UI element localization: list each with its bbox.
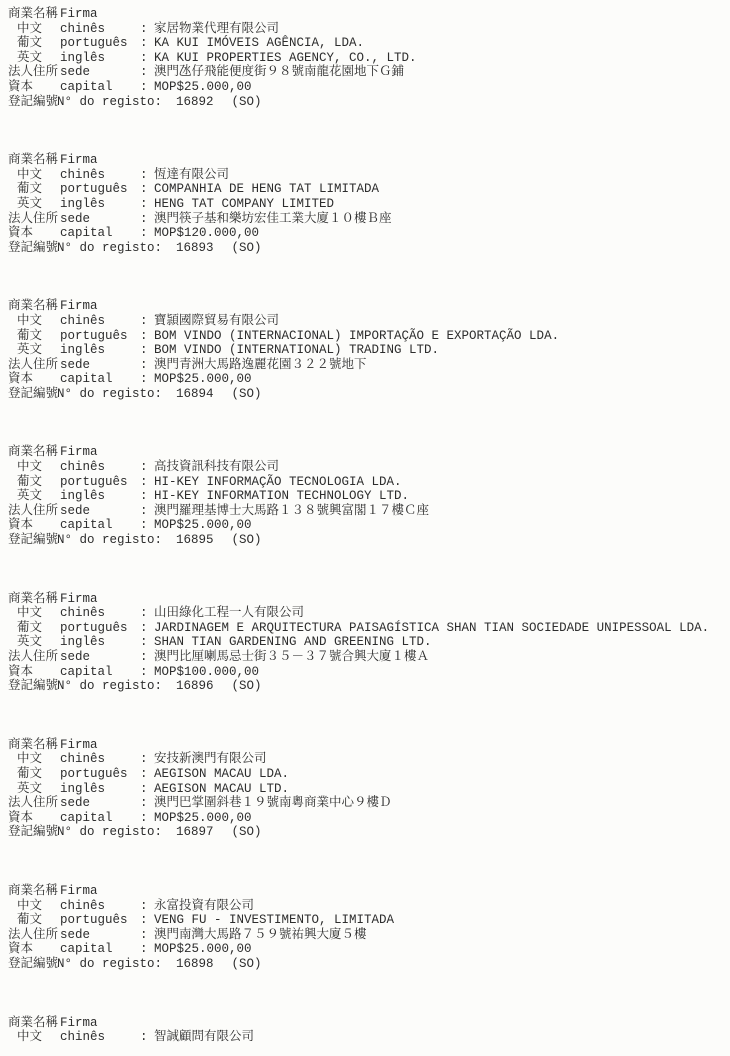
registry-entry xyxy=(8,592,730,694)
firm-label-pt: Firma xyxy=(60,7,98,21)
portuguese-name-row xyxy=(8,329,730,344)
registry-number-value: 16898 xyxy=(176,956,214,971)
registry-suffix-value: (SO) xyxy=(231,956,262,971)
registry-label-pt: N° do registo: xyxy=(57,679,163,694)
address-row xyxy=(8,212,730,227)
registry-row xyxy=(8,387,730,402)
firm-label-zh: 商業名稱 xyxy=(8,153,59,168)
address-value: 澳門比厘喇馬忌士街３５－３７號合興大廈１樓Ａ xyxy=(154,650,430,664)
english-label-zh: 英文 xyxy=(17,196,43,211)
portuguese-label-pt: português xyxy=(60,182,128,197)
colon-separator: : xyxy=(140,606,148,621)
portuguese-name-value: KA KUI IMÓVEIS AGÊNCIA, LDA. xyxy=(154,36,365,51)
firm-header-row xyxy=(8,592,730,607)
colon-separator: : xyxy=(140,781,148,796)
english-name-value: HENG TAT COMPANY LIMITED xyxy=(154,196,335,211)
address-label-pt: sede xyxy=(60,357,91,372)
colon-separator: : xyxy=(140,518,148,533)
registry-entry xyxy=(8,1016,730,1045)
address-label-zh: 法人住所 xyxy=(8,65,59,80)
portuguese-label-pt: português xyxy=(60,766,128,781)
capital-value: MOP$25.000,00 xyxy=(154,518,252,533)
colon-separator: : xyxy=(140,182,148,197)
colon-separator: : xyxy=(140,50,148,65)
portuguese-name-row xyxy=(8,913,730,928)
address-label-pt: sede xyxy=(60,650,91,664)
registry-row xyxy=(8,95,730,110)
portuguese-label-zh: 葡文 xyxy=(17,36,43,51)
address-row xyxy=(8,504,730,519)
registry-number-value: 16892 xyxy=(176,94,214,109)
colon-separator: : xyxy=(140,226,148,241)
address-value: 澳門筷子基和樂坊宏佳工業大廈１０樓Ｂ座 xyxy=(154,211,392,226)
firm-label-zh: 商業名稱 xyxy=(8,591,59,606)
chinese-name-row xyxy=(8,1030,730,1045)
capital-value: MOP$25.000,00 xyxy=(154,79,252,94)
colon-separator: : xyxy=(140,489,148,504)
chinese-label-zh: 中文 xyxy=(17,167,43,182)
address-row xyxy=(8,650,730,665)
registry-suffix-value: (SO) xyxy=(231,386,262,401)
chinese-label-pt: chinês xyxy=(60,898,106,913)
english-label-pt: inglês xyxy=(60,196,106,211)
address-label-zh: 法人住所 xyxy=(8,211,59,226)
firm-label-pt: Firma xyxy=(60,1015,98,1030)
portuguese-label-zh: 葡文 xyxy=(17,766,43,781)
chinese-label-pt: chinês xyxy=(60,606,106,621)
address-value: 澳門氹仔飛能便度街９８號南龍花園地下Ｇ鋪 xyxy=(154,65,405,80)
english-name-value: HI-KEY INFORMATION TECHNOLOGY LTD. xyxy=(154,489,410,504)
english-name-value: BOM VINDO (INTERNATIONAL) TRADING LTD. xyxy=(154,343,440,358)
registry-suffix-value: (SO) xyxy=(231,679,262,694)
colon-separator: : xyxy=(140,313,148,328)
portuguese-label-pt: português xyxy=(60,620,128,635)
capital-value: MOP$25.000,00 xyxy=(154,372,252,387)
english-label-zh: 英文 xyxy=(17,343,43,358)
capital-label-pt: capital xyxy=(60,226,113,241)
registry-number-value: 16897 xyxy=(176,825,214,840)
address-row xyxy=(8,65,730,80)
portuguese-label-zh: 葡文 xyxy=(17,620,43,635)
address-label-pt: sede xyxy=(60,927,91,942)
capital-row xyxy=(8,372,730,387)
address-label-zh: 法人住所 xyxy=(8,503,59,518)
address-value: 澳門南灣大馬路７５９號祐興大廈５樓 xyxy=(154,927,367,942)
registry-entry xyxy=(8,153,730,255)
colon-separator: : xyxy=(140,372,148,387)
capital-value: MOP$25.000,00 xyxy=(154,810,252,825)
firm-header-row xyxy=(8,884,730,899)
registry-number-value: 16893 xyxy=(176,240,214,255)
portuguese-name-row xyxy=(8,621,730,636)
portuguese-label-zh: 葡文 xyxy=(17,328,43,343)
capital-label-zh: 資本 xyxy=(8,79,34,94)
colon-separator: : xyxy=(140,167,148,182)
colon-separator: : xyxy=(140,942,148,957)
colon-separator: : xyxy=(140,21,148,36)
chinese-name-value: 寶頴國際貿易有限公司 xyxy=(154,313,280,328)
registry-label-pt: N° do registo: xyxy=(57,386,163,401)
firm-label-pt: Firma xyxy=(60,883,98,898)
portuguese-name-value: HI-KEY INFORMAÇÃO TECNOLOGIA LDA. xyxy=(154,474,402,489)
english-name-row xyxy=(8,489,730,504)
capital-value: MOP$100.000,00 xyxy=(154,664,260,679)
colon-separator: : xyxy=(140,79,148,94)
registry-entry xyxy=(8,738,730,840)
portuguese-label-zh: 葡文 xyxy=(17,182,43,197)
registry-entry xyxy=(8,299,730,401)
english-label-pt: inglês xyxy=(60,50,106,65)
english-label-pt: inglês xyxy=(60,781,106,796)
capital-label-pt: capital xyxy=(60,942,113,957)
colon-separator: : xyxy=(140,460,148,475)
english-name-row xyxy=(8,197,730,212)
colon-separator: : xyxy=(140,635,148,650)
firm-label-pt: Firma xyxy=(60,737,98,752)
colon-separator: : xyxy=(140,503,148,518)
chinese-name-value: 家居物業代理有限公司 xyxy=(154,21,280,36)
portuguese-name-row xyxy=(8,182,730,197)
chinese-name-value: 永富投資有限公司 xyxy=(154,898,255,913)
registry-row xyxy=(8,825,730,840)
registry-row xyxy=(8,957,730,972)
chinese-label-zh: 中文 xyxy=(17,898,43,913)
capital-row xyxy=(8,518,730,533)
colon-separator: : xyxy=(140,36,148,51)
chinese-label-pt: chinês xyxy=(60,313,106,328)
registry-suffix-value: (SO) xyxy=(231,533,262,548)
address-value: 澳門羅理基博士大馬路１３８號興富閣１７樓Ｃ座 xyxy=(154,503,430,518)
chinese-label-pt: chinês xyxy=(60,752,106,767)
chinese-name-value: 智誠顧問有限公司 xyxy=(154,1030,255,1045)
capital-row xyxy=(8,80,730,95)
registry-number-value: 16896 xyxy=(176,679,214,694)
colon-separator: : xyxy=(140,664,148,679)
colon-separator: : xyxy=(140,196,148,211)
english-label-pt: inglês xyxy=(60,489,106,504)
registry-label-zh: 登記編號 xyxy=(8,94,59,109)
portuguese-label-pt: português xyxy=(60,36,128,51)
capital-label-pt: capital xyxy=(60,79,113,94)
colon-separator: : xyxy=(140,752,148,767)
registry-label-pt: N° do registo: xyxy=(57,94,163,109)
english-label-pt: inglês xyxy=(60,635,106,650)
colon-separator: : xyxy=(140,620,148,635)
capital-row xyxy=(8,665,730,680)
registry-label-pt: N° do registo: xyxy=(57,240,163,255)
address-label-pt: sede xyxy=(60,65,91,80)
chinese-name-row xyxy=(8,899,730,914)
capital-label-pt: capital xyxy=(60,810,113,825)
capital-label-zh: 資本 xyxy=(8,226,34,241)
portuguese-name-value: JARDINAGEM E ARQUITECTURA PAISAGÍSTICA SHAN TIAN SOCIEDADE UNIPESSOAL LDA. xyxy=(154,620,710,635)
chinese-name-row xyxy=(8,606,730,621)
registry-label-zh: 登記編號 xyxy=(8,386,59,401)
colon-separator: : xyxy=(140,211,148,226)
capital-label-zh: 資本 xyxy=(8,518,34,533)
registry-label-pt: N° do registo: xyxy=(57,825,163,840)
firm-label-pt: Firma xyxy=(60,591,98,606)
capital-label-zh: 資本 xyxy=(8,810,34,825)
portuguese-label-pt: português xyxy=(60,474,128,489)
chinese-label-zh: 中文 xyxy=(17,1030,43,1045)
capital-row xyxy=(8,942,730,957)
capital-label-zh: 資本 xyxy=(8,664,34,679)
registry-row xyxy=(8,679,730,694)
address-label-pt: sede xyxy=(60,211,91,226)
firm-label-zh: 商業名稱 xyxy=(8,299,59,314)
registry-number-value: 16895 xyxy=(176,533,214,548)
colon-separator: : xyxy=(140,357,148,372)
colon-separator: : xyxy=(140,810,148,825)
address-label-zh: 法人住所 xyxy=(8,357,59,372)
capital-row xyxy=(8,226,730,241)
chinese-name-row xyxy=(8,22,730,37)
portuguese-label-pt: português xyxy=(60,328,128,343)
chinese-name-row xyxy=(8,460,730,475)
chinese-label-zh: 中文 xyxy=(17,460,43,475)
chinese-name-value: 恆達有限公司 xyxy=(154,167,230,182)
firm-label-pt: Firma xyxy=(60,445,98,460)
english-name-row xyxy=(8,635,730,650)
portuguese-label-pt: português xyxy=(60,913,128,928)
chinese-name-row xyxy=(8,168,730,183)
firm-header-row xyxy=(8,738,730,753)
colon-separator: : xyxy=(140,474,148,489)
firm-label-zh: 商業名稱 xyxy=(8,7,59,21)
portuguese-label-zh: 葡文 xyxy=(17,474,43,489)
capital-label-pt: capital xyxy=(60,664,113,679)
registry-suffix-value: (SO) xyxy=(231,240,262,255)
address-label-pt: sede xyxy=(60,796,91,811)
firm-header-row xyxy=(8,7,730,22)
firm-header-row xyxy=(8,445,730,460)
chinese-label-pt: chinês xyxy=(60,167,106,182)
colon-separator: : xyxy=(140,913,148,928)
chinese-label-zh: 中文 xyxy=(17,21,43,36)
registry-row xyxy=(8,241,730,256)
firm-label-zh: 商業名稱 xyxy=(8,445,59,460)
capital-label-zh: 資本 xyxy=(8,942,34,957)
firm-header-row xyxy=(8,153,730,168)
colon-separator: : xyxy=(140,766,148,781)
chinese-name-value: 山田綠化工程一人有限公司 xyxy=(154,606,305,621)
firm-label-pt: Firma xyxy=(60,299,98,314)
address-row xyxy=(8,358,730,373)
address-value: 澳門巴掌圍斜巷１９號南粵商業中心９樓Ｄ xyxy=(154,796,392,811)
firm-header-row xyxy=(8,1016,730,1031)
firm-label-zh: 商業名稱 xyxy=(8,737,59,752)
registry-label-zh: 登記編號 xyxy=(8,240,59,255)
address-label-zh: 法人住所 xyxy=(8,650,59,664)
chinese-label-zh: 中文 xyxy=(17,606,43,621)
address-label-zh: 法人住所 xyxy=(8,796,59,811)
address-value: 澳門青洲大馬路逸麗花園３２２號地下 xyxy=(154,357,367,372)
english-name-value: AEGISON MACAU LTD. xyxy=(154,781,290,796)
firm-label-pt: Firma xyxy=(60,153,98,168)
registry-label-zh: 登記編號 xyxy=(8,956,59,971)
firm-label-zh: 商業名稱 xyxy=(8,883,59,898)
registry-suffix-value: (SO) xyxy=(231,94,262,109)
address-row xyxy=(8,796,730,811)
colon-separator: : xyxy=(140,898,148,913)
registry-label-zh: 登記編號 xyxy=(8,825,59,840)
registry-entries xyxy=(8,7,730,1045)
registry-label-pt: N° do registo: xyxy=(57,956,163,971)
colon-separator: : xyxy=(140,796,148,811)
colon-separator: : xyxy=(140,343,148,358)
english-name-value: KA KUI PROPERTIES AGENCY, CO., LTD. xyxy=(154,50,417,65)
chinese-label-pt: chinês xyxy=(60,1030,106,1045)
portuguese-name-value: AEGISON MACAU LDA. xyxy=(154,766,290,781)
registry-row xyxy=(8,533,730,548)
registry-entry xyxy=(8,884,730,972)
capital-value: MOP$25.000,00 xyxy=(154,942,252,957)
portuguese-name-row xyxy=(8,767,730,782)
english-label-zh: 英文 xyxy=(17,635,43,650)
firm-label-zh: 商業名稱 xyxy=(8,1015,59,1030)
portuguese-label-zh: 葡文 xyxy=(17,913,43,928)
registry-entry xyxy=(8,445,730,547)
english-label-pt: inglês xyxy=(60,343,106,358)
registry-number-value: 16894 xyxy=(176,386,214,401)
portuguese-name-value: VENG FU - INVESTIMENTO, LIMITADA xyxy=(154,913,395,928)
colon-separator: : xyxy=(140,65,148,80)
colon-separator: : xyxy=(140,1030,148,1045)
english-name-row xyxy=(8,343,730,358)
capital-label-pt: capital xyxy=(60,518,113,533)
address-label-zh: 法人住所 xyxy=(8,927,59,942)
english-name-value: SHAN TIAN GARDENING AND GREENING LTD. xyxy=(154,635,432,650)
chinese-name-row xyxy=(8,314,730,329)
registry-label-zh: 登記編號 xyxy=(8,533,59,548)
registry-entry xyxy=(8,7,730,109)
colon-separator: : xyxy=(140,650,148,664)
english-label-zh: 英文 xyxy=(17,50,43,65)
chinese-label-zh: 中文 xyxy=(17,313,43,328)
english-label-zh: 英文 xyxy=(17,489,43,504)
capital-label-pt: capital xyxy=(60,372,113,387)
chinese-name-value: 安技新澳門有限公司 xyxy=(154,752,267,767)
portuguese-name-value: COMPANHIA DE HENG TAT LIMITADA xyxy=(154,182,380,197)
chinese-label-pt: chinês xyxy=(60,460,106,475)
capital-row xyxy=(8,811,730,826)
portuguese-name-row xyxy=(8,475,730,490)
english-label-zh: 英文 xyxy=(17,781,43,796)
capital-label-zh: 資本 xyxy=(8,372,34,387)
english-name-row xyxy=(8,51,730,66)
colon-separator: : xyxy=(140,927,148,942)
english-name-row xyxy=(8,782,730,797)
address-row xyxy=(8,928,730,943)
chinese-label-zh: 中文 xyxy=(17,752,43,767)
chinese-name-row xyxy=(8,752,730,767)
chinese-name-value: 高技資訊科技有限公司 xyxy=(154,460,280,475)
registry-label-pt: N° do registo: xyxy=(57,533,163,548)
address-label-pt: sede xyxy=(60,503,91,518)
portuguese-name-value: BOM VINDO (INTERNACIONAL) IMPORTAÇÃO E EXPORTAÇÃO LDA. xyxy=(154,328,560,343)
registry-suffix-value: (SO) xyxy=(231,825,262,840)
portuguese-name-row xyxy=(8,36,730,51)
capital-value: MOP$120.000,00 xyxy=(154,226,260,241)
firm-header-row xyxy=(8,299,730,314)
colon-separator: : xyxy=(140,328,148,343)
registry-label-zh: 登記編號 xyxy=(8,679,59,694)
chinese-label-pt: chinês xyxy=(60,21,106,36)
